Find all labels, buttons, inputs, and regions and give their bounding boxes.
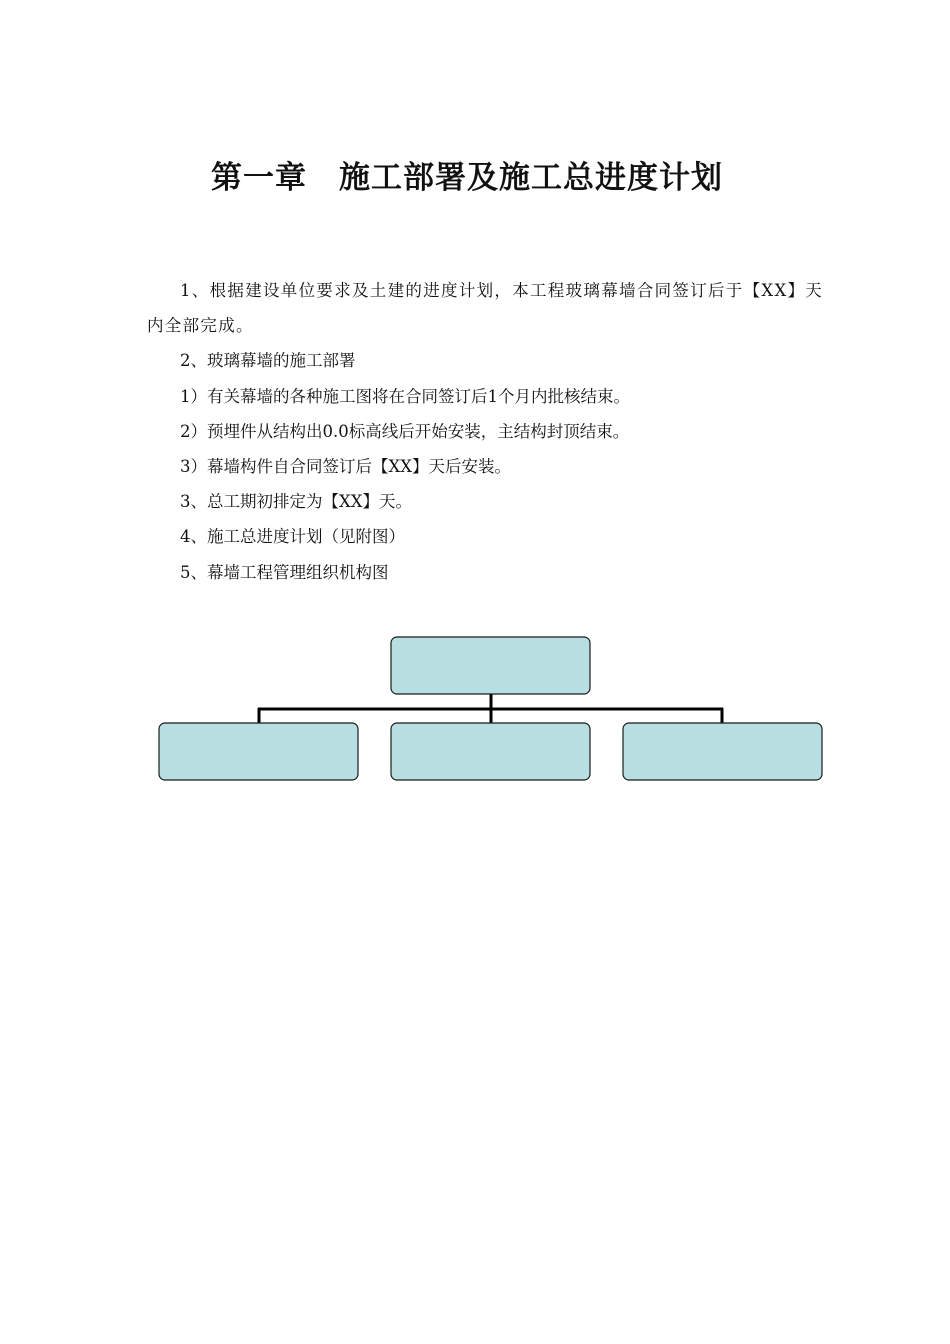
org-chart xyxy=(155,633,830,788)
paragraph-drawings-approval: 1）有关幕墙的各种施工图将在合同签订后1个月内批核结束。 xyxy=(180,386,630,406)
org-chart-child-node-2 xyxy=(391,723,590,780)
org-chart-top-box xyxy=(391,637,590,694)
org-chart-child-node-1 xyxy=(159,723,358,780)
org-chart-svg xyxy=(155,633,830,788)
chapter-title: 第一章 施工部署及施工总进度计划 xyxy=(211,160,723,196)
paragraph-embedded-parts: 2）预埋件从结构出0.0标高线后开始安装，主结构封顶结束。 xyxy=(180,421,630,441)
org-chart-child-box-3 xyxy=(623,723,822,780)
paragraph-component-install: 3）幕墙构件自合同签订后【XX】天后安装。 xyxy=(180,457,511,477)
document-body xyxy=(147,273,837,590)
paragraph-deployment-heading: 2、玻璃幕墙的施工部署 xyxy=(180,351,356,371)
org-chart-child-box-1 xyxy=(159,723,358,780)
paragraph-completion-time: 1、根据建设单位要求及土建的进度计划，本工程玻璃幕墙合同签订后于【XX】天内全部完成。 xyxy=(147,281,824,336)
org-chart-connectors xyxy=(258,694,723,723)
org-chart-top-node xyxy=(391,637,590,694)
paragraph-total-duration: 3、总工期初排定为【XX】天。 xyxy=(180,492,412,512)
paragraph-schedule: 4、施工总进度计划（见附图） xyxy=(180,527,405,547)
paragraph-org-chart-heading: 5、幕墙工程管理组织机构图 xyxy=(180,562,389,582)
org-chart-child-box-2 xyxy=(391,723,590,780)
org-chart-child-node-3 xyxy=(623,723,822,780)
